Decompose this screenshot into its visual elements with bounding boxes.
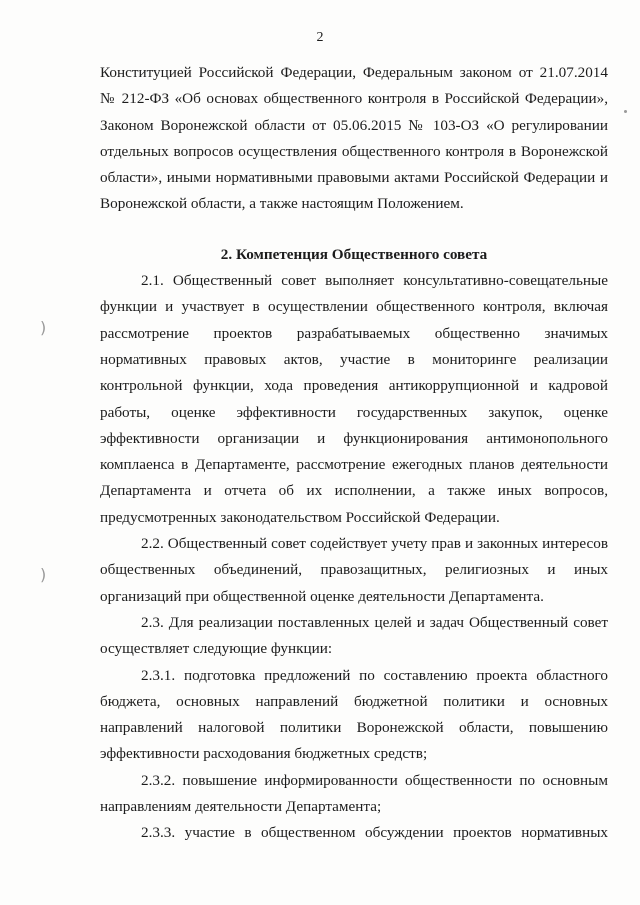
text-line: нормативных правовых актов, участие в мониторинге реализации xyxy=(100,350,608,368)
intro-paragraph xyxy=(100,60,608,218)
text-line: 2.3.1. подготовка предложений по составлению проекта областного xyxy=(141,666,608,684)
text-line: Законом Воронежской области от 05.06.2015 № 103-ОЗ «О регулировании xyxy=(100,116,608,134)
text-line: направлениям деятельности Департамента; xyxy=(100,798,382,816)
paragraph-2-2 xyxy=(100,531,608,610)
text-line: контрольной функции, хода проведения антикоррупционной и кадровой xyxy=(100,377,608,395)
text-line: № 212-ФЗ «Об основах общественного контроля в Российской Федерации», xyxy=(100,90,608,108)
text-line: области», иными нормативными правовыми актами Российской Федерации и xyxy=(100,169,608,187)
text-line: Воронежской области, а также настоящим Положением. xyxy=(100,195,464,213)
scan-mark: ) xyxy=(40,565,47,584)
scan-mark: ) xyxy=(40,318,47,337)
text-line: 2.2. Общественный совет содействует учету прав и законных интересов xyxy=(141,535,608,553)
text-line: общественных объединений, правозащитных, религиозных и иных xyxy=(100,561,608,579)
text-line: отдельных вопросов осуществления общественного контроля в Воронежской xyxy=(100,142,608,160)
text-line: эффективности расходования бюджетных средств; xyxy=(100,745,428,763)
text-line: 2.3. Для реализации поставленных целей и задач Общественный совет xyxy=(141,613,608,631)
text-line: 2.3.2. повышение информированности общественности по основным xyxy=(141,771,608,789)
text-line: функции и участвует в осуществлении общественного контроля, включая xyxy=(100,298,608,316)
text-line: Конституцией Российской Федерации, Федеральным законом от 21.07.2014 xyxy=(100,64,608,81)
text-line: 2.1. Общественный совет выполняет консультативно-совещательные xyxy=(141,272,608,290)
text-line: комплаенса в Департаменте, рассмотрение ежегодных планов деятельности xyxy=(100,456,608,474)
text-line: бюджета, основных направлений бюджетной политики и основных xyxy=(100,692,608,710)
paragraph-2-3 xyxy=(100,610,608,663)
paragraph-2-1 xyxy=(100,268,608,531)
text-line: предусмотренных законодательством Российской Федерации. xyxy=(100,508,500,526)
section-heading: 2. Компетенция Общественного совета xyxy=(220,245,488,263)
paragraph-2-3-2 xyxy=(100,768,608,821)
text-line: эффективности организации и функционирования антимонопольного xyxy=(100,429,608,447)
text-line: 2.3.3. участие в общественном обсуждении проектов нормативных xyxy=(141,824,608,842)
scan-dot xyxy=(624,110,627,113)
document-body xyxy=(100,60,608,847)
paragraph-2-3-3 xyxy=(100,820,608,846)
text-line: направлений налоговой политики Воронежской области, повышению xyxy=(100,719,608,737)
text-line: осуществляет следующие функции: xyxy=(100,640,333,658)
paragraph-2-3-1 xyxy=(100,663,608,768)
page-number: 2 xyxy=(316,30,324,45)
text-line: рассмотрение проектов разрабатываемых общественно значимых xyxy=(100,324,608,342)
text-line: организаций при общественной оценке деятельности Департамента. xyxy=(100,587,544,605)
text-line: Департамента и отчета об их исполнении, а также иных вопросов, xyxy=(100,482,608,500)
text-line: работы, оценке эффективности государственных закупок, оценке xyxy=(100,403,608,421)
